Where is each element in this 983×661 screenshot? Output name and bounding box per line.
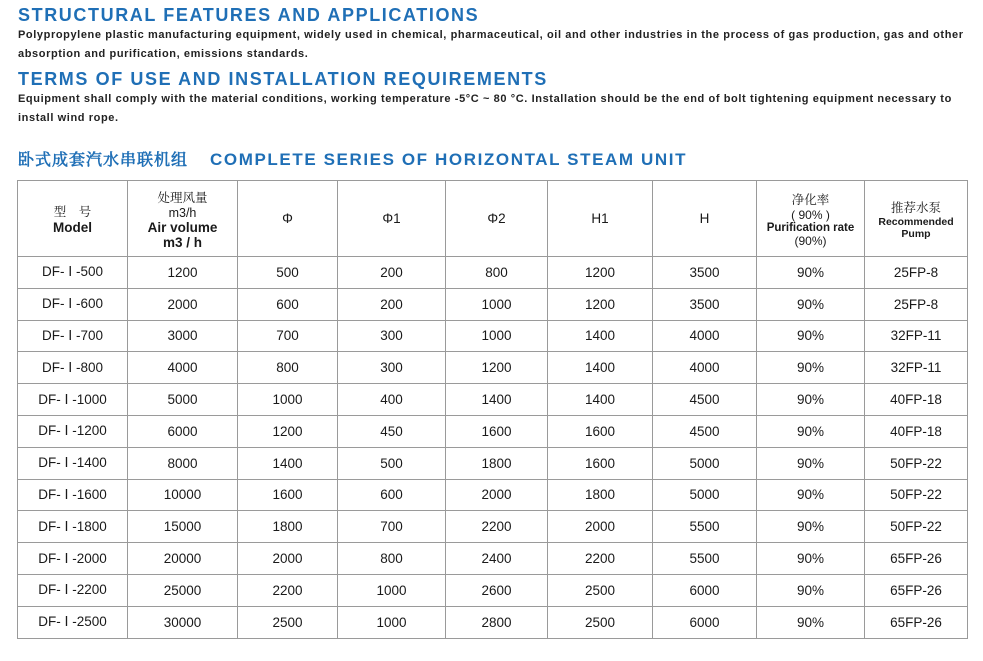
header-h1: H1: [548, 181, 653, 257]
cell-phi2: 2200: [446, 511, 548, 543]
cell-air-volume: 15000: [128, 511, 238, 543]
cell-phi2: 1000: [446, 288, 548, 320]
cell-h1: 1200: [548, 257, 653, 289]
cell-rate: 90%: [757, 479, 865, 511]
cell-phi2: 1200: [446, 352, 548, 384]
table-row: [18, 479, 968, 511]
cell-phi1: 600: [338, 479, 446, 511]
cell-model: DF- Ⅰ -1400: [18, 447, 128, 479]
table-row: [18, 384, 968, 416]
table-row: [18, 574, 968, 606]
cell-h1: 2500: [548, 574, 653, 606]
cell-rate: 90%: [757, 352, 865, 384]
table-title: [18, 147, 687, 170]
cell-phi: 2000: [238, 543, 338, 575]
cell-model: DF- Ⅰ -2500: [18, 606, 128, 638]
cell-phi1: 450: [338, 415, 446, 447]
cell-model: DF- Ⅰ -600: [18, 288, 128, 320]
cell-pump: 65FP-26: [865, 606, 968, 638]
cell-pump: 32FP-11: [865, 320, 968, 352]
cell-phi: 1400: [238, 447, 338, 479]
cell-h: 5500: [653, 543, 757, 575]
cell-phi1: 300: [338, 320, 446, 352]
cell-pump: 65FP-26: [865, 543, 968, 575]
cell-model: DF- Ⅰ -2000: [18, 543, 128, 575]
cell-phi2: 1000: [446, 320, 548, 352]
cell-model: DF- Ⅰ -1800: [18, 511, 128, 543]
table-title-en: COMPLETE SERIES OF HORIZONTAL STEAM UNIT: [210, 150, 688, 169]
cell-phi2: 1600: [446, 415, 548, 447]
cell-h: 4500: [653, 415, 757, 447]
cell-phi2: 1400: [446, 384, 548, 416]
header-phi1: Φ1: [338, 181, 446, 257]
cell-phi: 600: [238, 288, 338, 320]
cell-h1: 1400: [548, 320, 653, 352]
cell-air-volume: 10000: [128, 479, 238, 511]
cell-pump: 50FP-22: [865, 511, 968, 543]
table-title-cn: 卧式成套汽水串联机组: [18, 150, 189, 169]
cell-h1: 2200: [548, 543, 653, 575]
cell-phi1: 700: [338, 511, 446, 543]
header-model: 型 号 Model: [18, 181, 128, 257]
cell-rate: 90%: [757, 257, 865, 289]
cell-phi: 1600: [238, 479, 338, 511]
header-recommended-pump: 推荐水泵 Recommended Pump: [865, 181, 968, 257]
cell-air-volume: 30000: [128, 606, 238, 638]
cell-h1: 1200: [548, 288, 653, 320]
cell-pump: 50FP-22: [865, 479, 968, 511]
table-row: [18, 447, 968, 479]
spec-table: [17, 180, 968, 639]
cell-rate: 90%: [757, 288, 865, 320]
cell-rate: 90%: [757, 447, 865, 479]
cell-phi: 2500: [238, 606, 338, 638]
table-row: [18, 511, 968, 543]
cell-h: 5000: [653, 479, 757, 511]
cell-h: 5500: [653, 511, 757, 543]
cell-rate: 90%: [757, 606, 865, 638]
cell-phi: 500: [238, 257, 338, 289]
section-title: TERMS OF USE AND INSTALLATION REQUIREMENTS: [18, 69, 548, 89]
table-header-row: [18, 181, 968, 257]
cell-phi2: 2800: [446, 606, 548, 638]
cell-h: 3500: [653, 288, 757, 320]
cell-phi1: 200: [338, 257, 446, 289]
header-air-volume: 处理风量 m3/h Air volume m3 / h: [128, 181, 238, 257]
cell-phi2: 2000: [446, 479, 548, 511]
cell-phi1: 200: [338, 288, 446, 320]
cell-model: DF- Ⅰ -800: [18, 352, 128, 384]
table-row: [18, 352, 968, 384]
cell-h: 6000: [653, 574, 757, 606]
cell-phi1: 1000: [338, 606, 446, 638]
cell-model: DF- Ⅰ -1000: [18, 384, 128, 416]
table-row: [18, 288, 968, 320]
table-row: [18, 320, 968, 352]
cell-phi: 1000: [238, 384, 338, 416]
cell-air-volume: 1200: [128, 257, 238, 289]
cell-phi2: 2600: [446, 574, 548, 606]
cell-air-volume: 2000: [128, 288, 238, 320]
section-text: Equipment shall comply with the material conditions, working temperature -5°C ~ 80 °C. Installation should be the end of bolt tightening equipment necessary to install wind rope.: [18, 93, 952, 124]
cell-model: DF- Ⅰ -1600: [18, 479, 128, 511]
cell-pump: 25FP-8: [865, 257, 968, 289]
cell-phi1: 400: [338, 384, 446, 416]
table-row: [18, 543, 968, 575]
cell-air-volume: 5000: [128, 384, 238, 416]
header-purification-rate: 净化率 ( 90% ) Purification rate (90%): [757, 181, 865, 257]
cell-phi2: 1800: [446, 447, 548, 479]
cell-air-volume: 20000: [128, 543, 238, 575]
cell-phi2: 2400: [446, 543, 548, 575]
cell-h1: 2000: [548, 511, 653, 543]
cell-phi1: 500: [338, 447, 446, 479]
cell-pump: 25FP-8: [865, 288, 968, 320]
cell-air-volume: 25000: [128, 574, 238, 606]
table-row: [18, 415, 968, 447]
cell-phi2: 800: [446, 257, 548, 289]
cell-h: 3500: [653, 257, 757, 289]
cell-rate: 90%: [757, 384, 865, 416]
cell-h: 4500: [653, 384, 757, 416]
cell-phi: 800: [238, 352, 338, 384]
cell-h1: 1400: [548, 384, 653, 416]
cell-model: DF- Ⅰ -1200: [18, 415, 128, 447]
cell-phi: 1800: [238, 511, 338, 543]
cell-pump: 65FP-26: [865, 574, 968, 606]
cell-h: 4000: [653, 320, 757, 352]
section-text: Polypropylene plastic manufacturing equipment, widely used in chemical, pharmaceutical, oil and other industries in the process of gas production, gas and other absorption and purification, emissions standards.: [18, 29, 964, 60]
cell-phi1: 800: [338, 543, 446, 575]
cell-model: DF- Ⅰ -500: [18, 257, 128, 289]
cell-h1: 2500: [548, 606, 653, 638]
cell-h: 4000: [653, 352, 757, 384]
cell-air-volume: 4000: [128, 352, 238, 384]
cell-model: DF- Ⅰ -700: [18, 320, 128, 352]
cell-h1: 1600: [548, 415, 653, 447]
cell-h: 5000: [653, 447, 757, 479]
cell-phi: 700: [238, 320, 338, 352]
cell-phi: 1200: [238, 415, 338, 447]
cell-h: 6000: [653, 606, 757, 638]
cell-h1: 1600: [548, 447, 653, 479]
cell-pump: 32FP-11: [865, 352, 968, 384]
cell-air-volume: 6000: [128, 415, 238, 447]
cell-air-volume: 3000: [128, 320, 238, 352]
section-title: STRUCTURAL FEATURES AND APPLICATIONS: [18, 5, 480, 25]
cell-h1: 1800: [548, 479, 653, 511]
cell-rate: 90%: [757, 574, 865, 606]
header-h: H: [653, 181, 757, 257]
cell-pump: 50FP-22: [865, 447, 968, 479]
header-phi2: Φ2: [446, 181, 548, 257]
cell-phi1: 1000: [338, 574, 446, 606]
table-row: [18, 257, 968, 289]
cell-rate: 90%: [757, 543, 865, 575]
cell-h1: 1400: [548, 352, 653, 384]
cell-phi: 2200: [238, 574, 338, 606]
cell-pump: 40FP-18: [865, 415, 968, 447]
header-phi: Φ: [238, 181, 338, 257]
cell-pump: 40FP-18: [865, 384, 968, 416]
cell-model: DF- Ⅰ -2200: [18, 574, 128, 606]
cell-air-volume: 8000: [128, 447, 238, 479]
cell-rate: 90%: [757, 415, 865, 447]
cell-rate: 90%: [757, 320, 865, 352]
cell-phi1: 300: [338, 352, 446, 384]
table-row: [18, 606, 968, 638]
cell-rate: 90%: [757, 511, 865, 543]
